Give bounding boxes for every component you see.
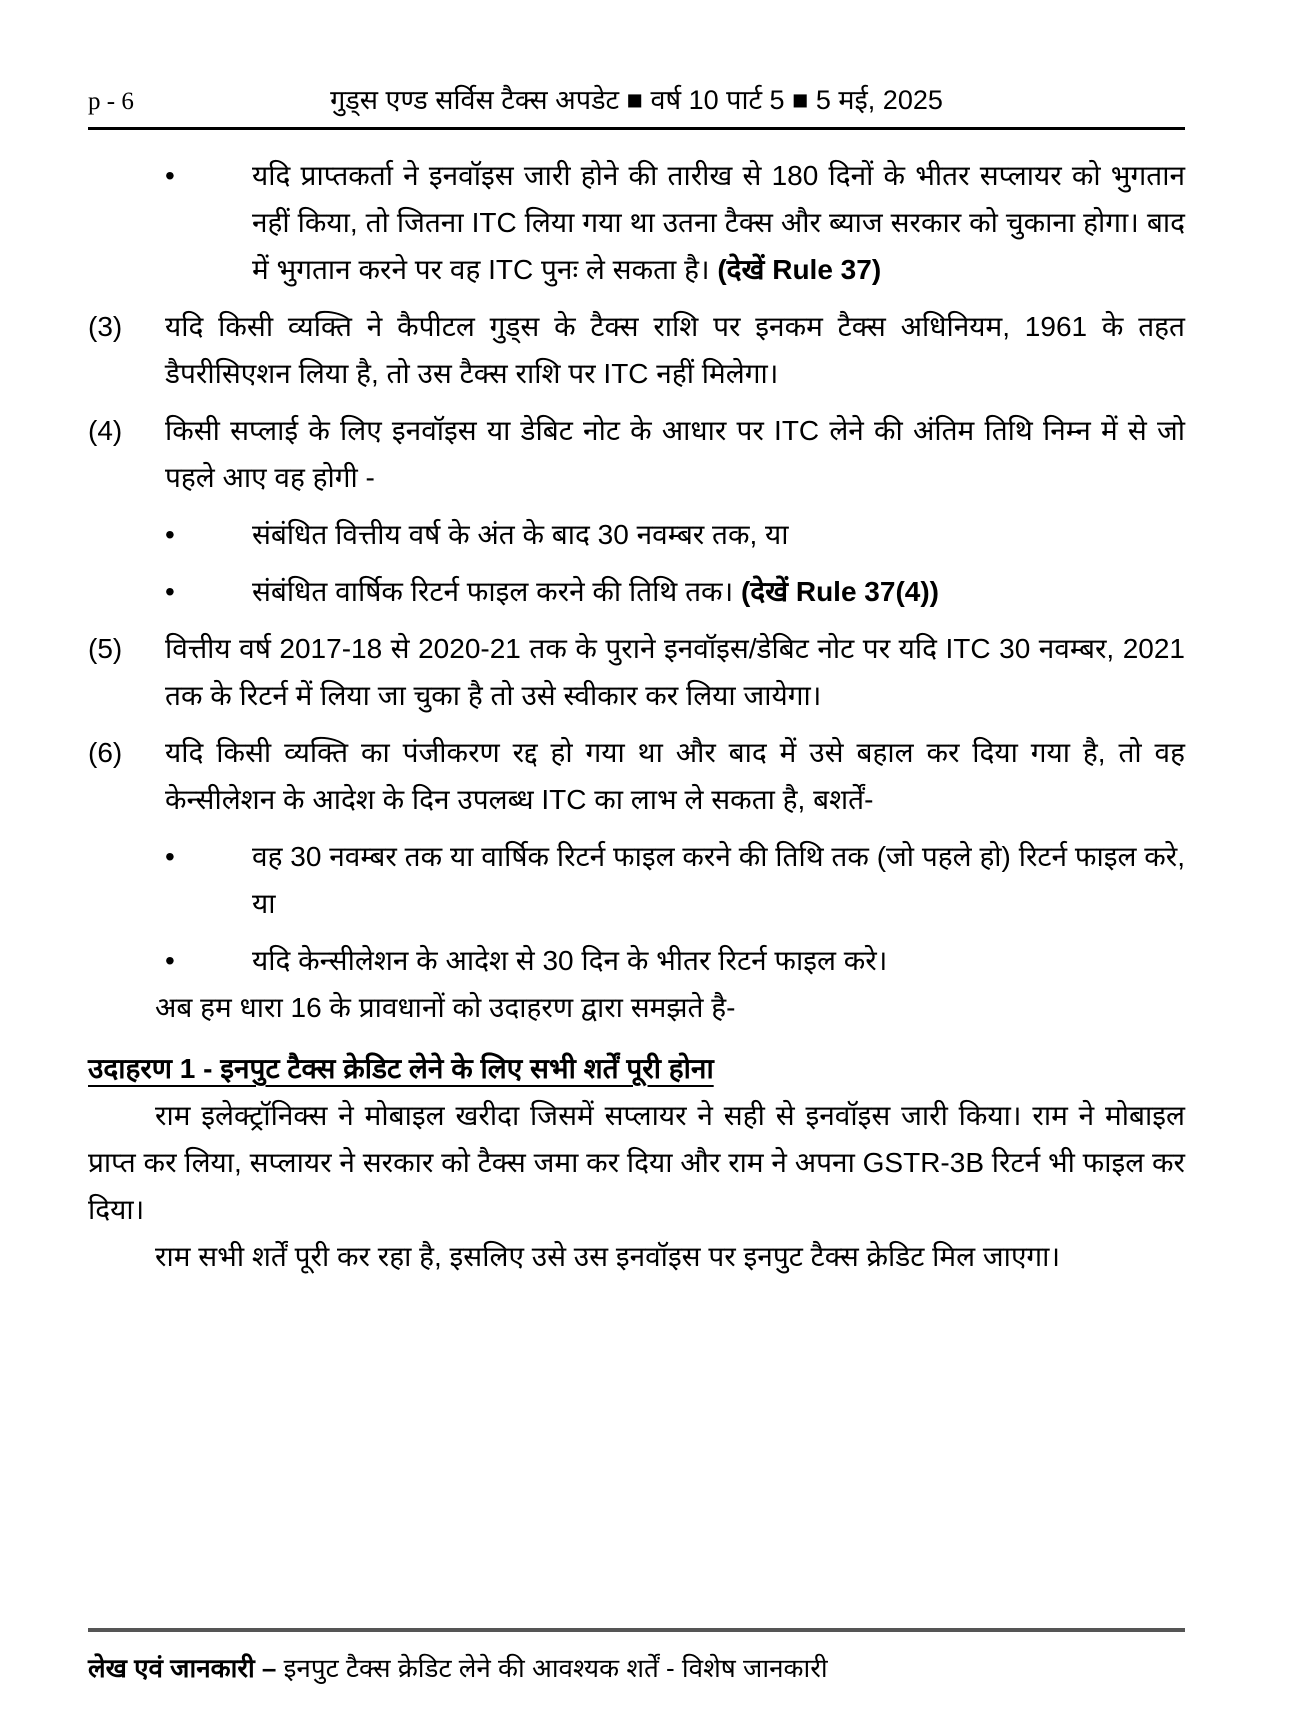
numbered-item-4 — [88, 407, 1185, 615]
bullet-text — [252, 511, 1185, 558]
item-number: (3) — [88, 311, 123, 342]
bullet-text-main: यदि केन्सीलेशन के आदेश से 30 दिन के भीतर रिटर्न फाइल करे। — [252, 945, 888, 976]
item-text: यदि किसी व्यक्ति का पंजीकरण रद्द हो गया था और बाद में उसे बहाल कर दिया गया है, तो वह केन्सीलेशन के आदेश के दिन उपलब्ध ITC का लाभ ले सकता है, बशर्तें- — [165, 737, 1185, 815]
numbered-item-5 — [88, 625, 1185, 719]
journal-title: गुड्स एण्ड सर्विस टैक्स अपडेट ■ वर्ष 10 पार्ट 5 ■ 5 मई, 2025 — [330, 85, 943, 115]
item-number: (4) — [88, 415, 123, 446]
numbered-item-6 — [88, 729, 1185, 984]
bullet-marker: • — [165, 945, 175, 976]
item-text: यदि किसी व्यक्ति ने कैपीटल गुड्स के टैक्स राशि पर इनकम टैक्स अधिनियम, 1961 के तहत डैपरीसिएशन लिया है, तो उस टैक्स राशि पर ITC नहीं मिलेगा। — [165, 311, 1185, 389]
item-number: (6) — [88, 737, 123, 768]
bullet-text — [252, 152, 1185, 293]
bullet-text — [252, 833, 1185, 927]
sub-bullet-return-within-30-days — [165, 937, 1185, 984]
item-text: किसी सप्लाई के लिए इनवॉइस या डेबिट नोट के आधार पर ITC लेने की अंतिम तिथि निम्न में से जो पहले आए वह होगी - — [165, 415, 1185, 493]
bullet-text-main: संबंधित वित्तीय वर्ष के अंत के बाद 30 नवम्बर तक, या — [252, 519, 789, 550]
sub-bullet-return-by-30-nov — [165, 833, 1185, 927]
header-rule — [88, 127, 1185, 130]
bullet-marker: • — [165, 841, 175, 872]
item-number: (5) — [88, 633, 123, 664]
item-text: वित्तीय वर्ष 2017-18 से 2020-21 तक के पुराने इनवॉइस/डेबिट नोट पर यदि ITC 30 नवम्बर, 2021 तक के रिटर्न में लिया जा चुका है तो उसे स्वीकार कर लिया जायेगा। — [165, 633, 1185, 711]
sub-bullet-annual-return — [165, 568, 1185, 615]
bullet-text — [252, 568, 1185, 615]
numbered-item-3 — [88, 303, 1185, 397]
bullet-marker: • — [165, 519, 175, 550]
bullet-item-payment-180-days — [165, 152, 1185, 293]
bullet-marker: • — [165, 160, 175, 191]
page-content — [88, 152, 1185, 1280]
page-number: p - 6 — [88, 88, 134, 115]
bullet-marker: • — [165, 576, 175, 607]
transition-paragraph: अब हम धारा 16 के प्रावधानों को उदाहरण द्वारा समझते है- — [155, 992, 736, 1023]
example-paragraph-1: राम इलेक्ट्रॉनिक्स ने मोबाइल खरीदा जिसमें सप्लायर ने सही से इनवॉइस जारी किया। राम ने मोबाइल प्राप्त कर लिया, सप्लायर ने सरकार को टैक्स जमा कर दिया और राम ने अपना GSTR-3B रिटर्न भी फाइल कर दिया। — [88, 1100, 1185, 1225]
rule-reference: (देखें Rule 37(4)) — [740, 576, 939, 607]
footer-label: लेख एवं जानकारी – — [88, 1653, 277, 1683]
example-1-heading: उदाहरण 1 - इनपुट टैक्स क्रेडिट लेने के लिए सभी शर्तें पूरी होना — [88, 1053, 714, 1084]
page-header — [88, 80, 1185, 130]
page-footer — [88, 1628, 1185, 1688]
bullet-text-main: वह 30 नवम्बर तक या वार्षिक रिटर्न फाइल करने की तिथि तक (जो पहले हो) रिटर्न फाइल करे, या — [252, 841, 1185, 919]
rule-reference: (देखें Rule 37) — [717, 254, 882, 285]
bullet-text-main: यदि प्राप्तकर्ता ने इनवॉइस जारी होने की तारीख से 180 दिनों के भीतर सप्लायर को भुगतान नहीं किया, तो जितना ITC लिया गया था उतना टैक्स और ब्याज सरकार को चुकाना होगा। बाद में भुगतान करने पर वह ITC पुनः ले सकता है। — [252, 160, 1185, 285]
footer-text: इनपुट टैक्स क्रेडिट लेने की आवश्यक शर्तें - विशेष जानकारी — [283, 1653, 828, 1683]
example-paragraph-2: राम सभी शर्तें पूरी कर रहा है, इसलिए उसे उस इनवॉइस पर इनपुट टैक्स क्रेडिट मिल जाएगा। — [155, 1241, 1061, 1272]
bullet-text — [252, 937, 1185, 984]
bullet-text-main: संबंधित वार्षिक रिटर्न फाइल करने की तिथि तक। — [252, 576, 734, 607]
sub-bullet-financial-year — [165, 511, 1185, 558]
